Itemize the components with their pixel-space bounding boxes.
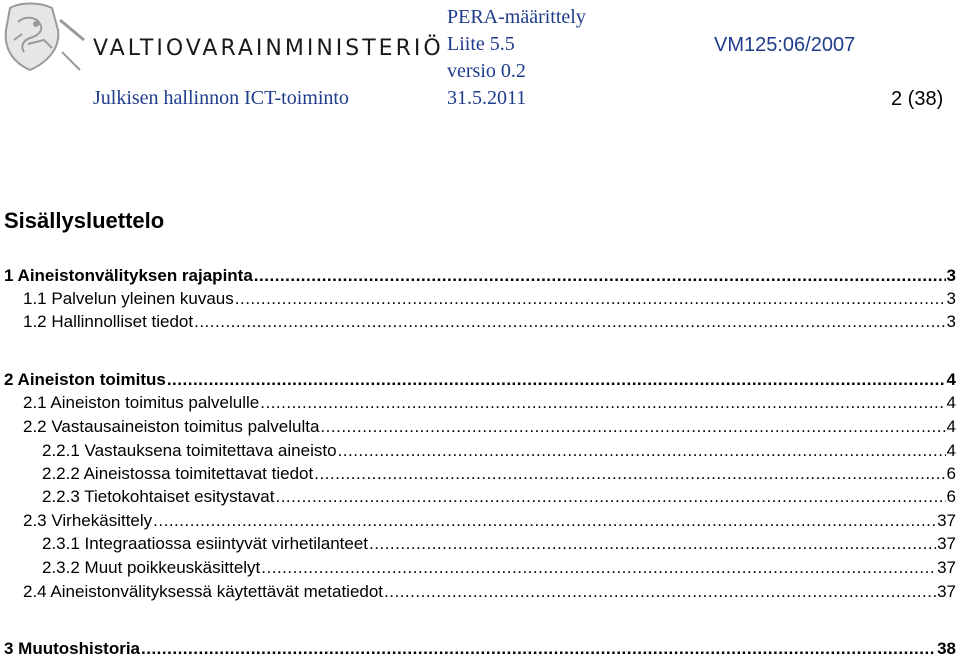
toc-entry-title: 1.2 Hallinnolliset tiedot — [23, 312, 194, 331]
toc-entry-title: 2 Aineiston toimitus — [4, 370, 166, 389]
toc-heading: Sisällysluettelo — [4, 208, 165, 233]
toc-entry[interactable] — [42, 441, 956, 463]
toc-entry-leader — [384, 582, 936, 602]
toc-entry-page: 6 — [946, 487, 956, 506]
toc-entry-page: 6 — [946, 464, 956, 483]
attachment-label: Liite 5.5 — [447, 33, 515, 55]
toc-entry-leader — [167, 370, 946, 390]
department-name: Julkisen hallinnon ICT-toiminto — [93, 87, 349, 109]
toc-entry-leader — [141, 639, 936, 659]
toc-entry-leader — [314, 464, 945, 484]
toc-entry-leader — [338, 441, 946, 461]
toc-entry-page: 4 — [946, 417, 956, 436]
toc-entry-leader — [320, 417, 945, 437]
toc-entry[interactable] — [42, 487, 956, 509]
page-number: 2 (38) — [891, 88, 944, 110]
toc-entry-page: 37 — [937, 558, 956, 577]
toc-entry-page: 37 — [937, 534, 956, 553]
toc-entry-leader — [369, 534, 936, 554]
toc-entry-page: 3 — [946, 266, 956, 285]
toc-entry[interactable] — [23, 582, 956, 604]
toc-entry-page: 38 — [937, 639, 956, 658]
ministry-name: VALTIOVARAINMINISTERIÖ — [93, 36, 444, 61]
toc-entry-leader — [153, 511, 936, 531]
toc-entry-title: 1 Aineistonvälityksen rajapinta — [4, 266, 253, 285]
toc-entry-page: 4 — [946, 393, 956, 412]
toc-entry[interactable] — [42, 558, 956, 580]
toc-entry-page: 4 — [946, 370, 956, 389]
toc-entry-page: 3 — [946, 289, 956, 308]
toc-entry-leader — [261, 558, 936, 578]
toc-entry[interactable] — [23, 289, 956, 311]
toc-entry-page: 37 — [937, 582, 956, 601]
toc-entry[interactable] — [4, 639, 956, 661]
version-label: versio 0.2 — [447, 60, 526, 82]
toc-entry-title: 2.2 Vastausaineiston toimitus palvelulta — [23, 417, 320, 436]
toc-entry-leader — [235, 289, 946, 309]
toc-entry-page: 37 — [937, 511, 956, 530]
toc-entry[interactable] — [42, 464, 956, 486]
toc-entry[interactable] — [4, 370, 956, 392]
toc-entry[interactable] — [23, 417, 956, 439]
toc-entry[interactable] — [23, 511, 956, 533]
toc-entry-page: 3 — [946, 312, 956, 331]
toc-entry-title: 2.1 Aineiston toimitus palvelulle — [23, 393, 260, 412]
toc-entry[interactable] — [4, 266, 956, 288]
toc-entry-leader — [275, 487, 945, 507]
toc-entry-title: 2.2.1 Vastauksena toimitettava aineisto — [42, 441, 337, 460]
toc-entry-title: 2.3.1 Integraatiossa esiintyvät virhetilanteet — [42, 534, 369, 553]
document-title: PERA-määrittely — [447, 6, 586, 28]
toc-entry-page: 4 — [946, 441, 956, 460]
toc-entry[interactable] — [23, 393, 956, 415]
toc-entry-title: 2.2.2 Aineistossa toimitettavat tiedot — [42, 464, 314, 483]
toc-entry-title: 2.3 Virhekäsittely — [23, 511, 153, 530]
document-id: VM125:06/2007 — [714, 34, 856, 56]
toc-entry-title: 2.3.2 Muut poikkeuskäsittelyt — [42, 558, 261, 577]
lion-coat-of-arms-icon — [0, 0, 92, 78]
toc-entry[interactable] — [23, 312, 956, 334]
toc-entry-title: 1.1 Palvelun yleinen kuvaus — [23, 289, 234, 308]
toc-entry[interactable] — [42, 534, 956, 556]
toc-entry-title: 2.2.3 Tietokohtaiset esitystavat — [42, 487, 275, 506]
toc-entry-title: 3 Muutoshistoria — [4, 639, 141, 658]
document-date: 31.5.2011 — [447, 87, 527, 109]
toc-entry-title: 2.4 Aineistonvälityksessä käytettävät metatiedot — [23, 582, 384, 601]
toc-entry-leader — [260, 393, 945, 413]
toc-entry-leader — [194, 312, 945, 332]
toc-entry-leader — [254, 266, 946, 286]
